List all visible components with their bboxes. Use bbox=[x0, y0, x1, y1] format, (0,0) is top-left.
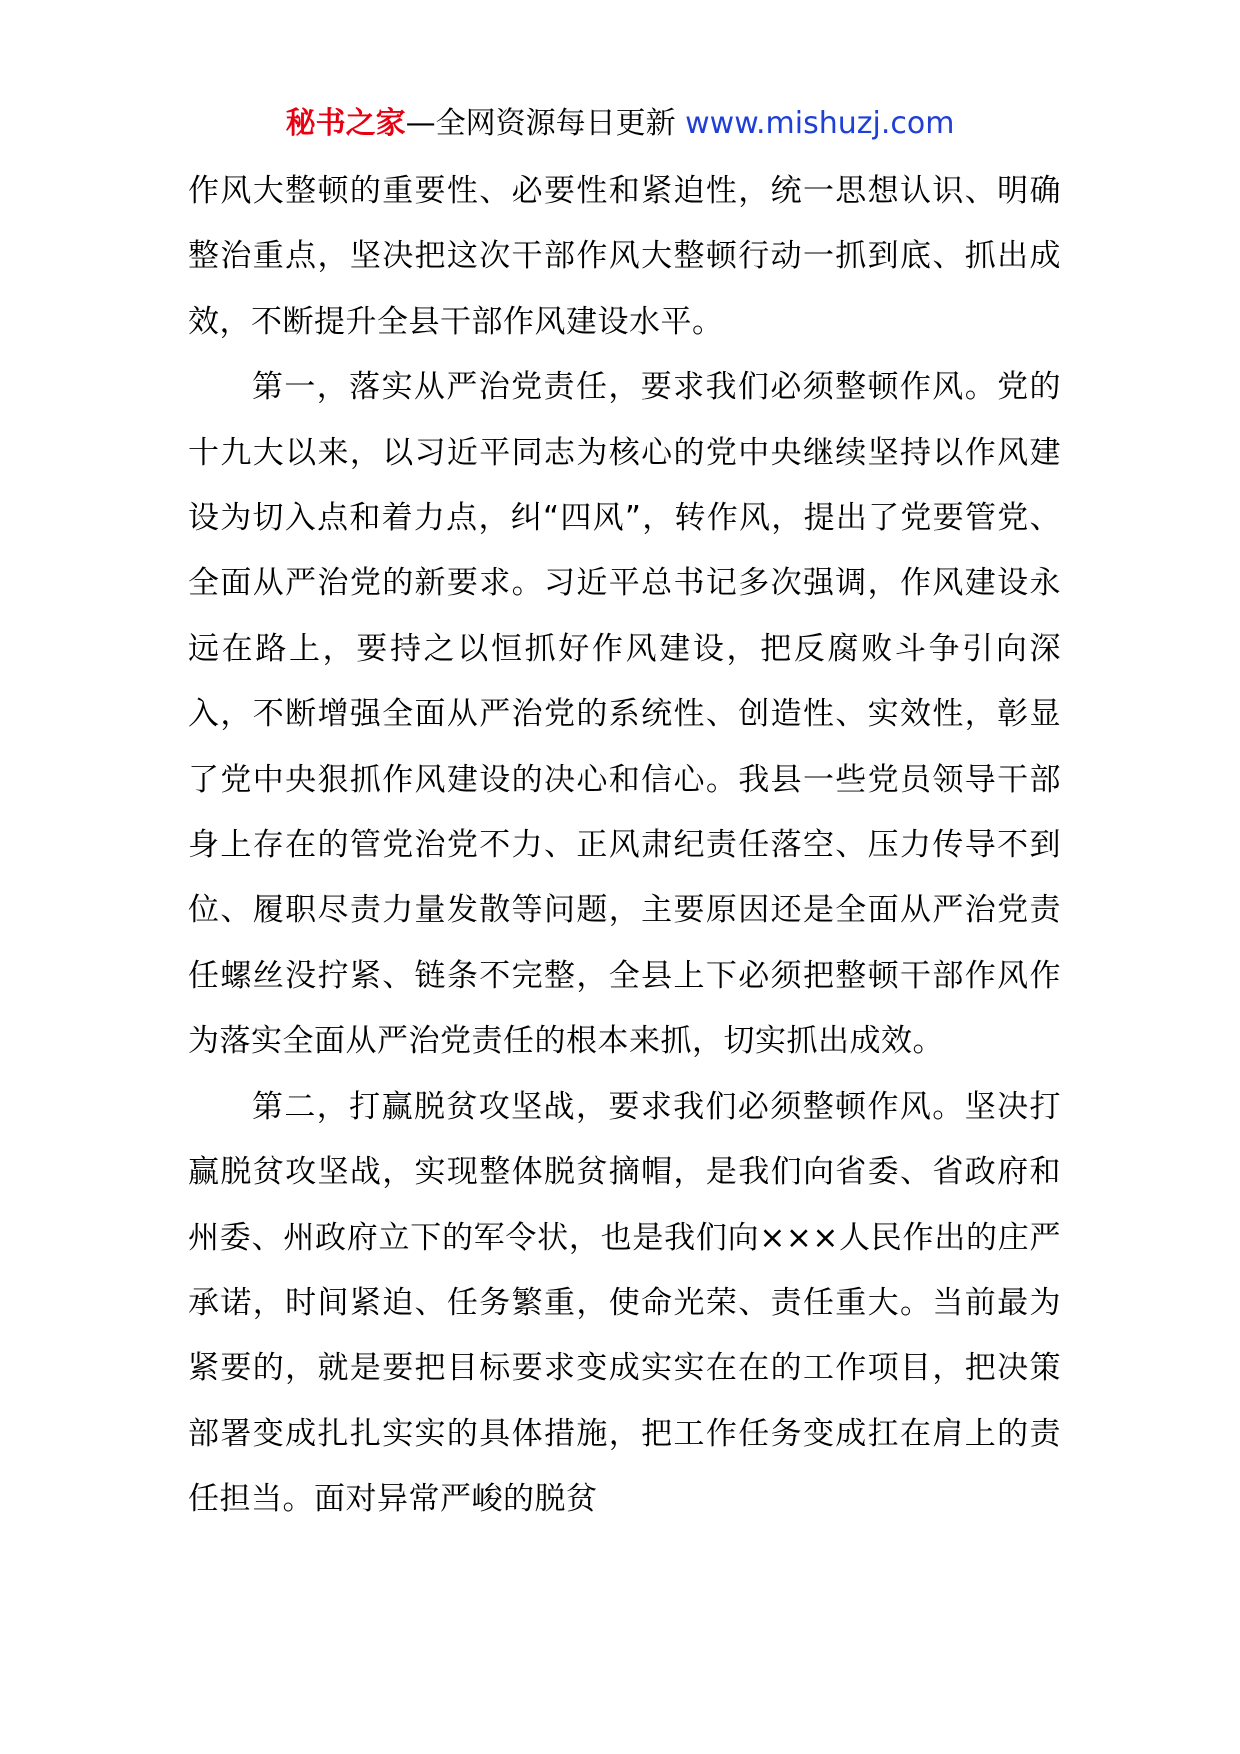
website-link[interactable]: www.mishuzj.com bbox=[685, 106, 955, 141]
document-body bbox=[188, 159, 1061, 1533]
paragraph-first-point: 第一，落实从严治党责任，要求我们必须整顿作风。党的十九大以来，以习近平同志为核心的党中央继续坚持以作风建设为切入点和着力点，纠“四风”，转作风，提出了党要管党、全面从严治党的新要求。习近平总书记多次强调，作风建设永远在路上，要持之以恒抓好作风建设，把反腐败斗争引向深入，不断增强全面从严治党的系统性、创造性、实效性，彰显了党中央狠抓作风建设的决心和信心。我县一些党员领导干部身上存在的管党治党不力、正风肃纪责任落空、压力传导不到位、履职尽责力量发散等问题，主要原因还是全面从严治党责任螺丝没拧紧、链条不完整，全县上下必须把整顿干部作风作为落实全面从严治党责任的根本来抓，切实抓出成效。 bbox=[188, 369, 1061, 1060]
paragraph-continued: 作风大整顿的重要性、必要性和紧迫性，统一思想认识、明确整治重点，坚决把这次干部作风大整顿行动一抓到底、抓出成效，不断提升全县干部作风建设水平。 bbox=[188, 173, 1061, 340]
page-header bbox=[0, 104, 1240, 144]
brand-name: 秘书之家 bbox=[285, 106, 406, 141]
paragraph-second-point: 第二，打赢脱贫攻坚战，要求我们必须整顿作风。坚决打赢脱贫攻坚战，实现整体脱贫摘帽，是我们向省委、省政府和州委、州政府立下的军令状，也是我们向×××人民作出的庄严承诺，时间紧迫、任务繁重，使命光荣、责任重大。当前最为紧要的，就是要把目标要求变成实实在在的工作项目，把决策部署变成扎扎实实的具体措施，把工作任务变成扛在肩上的责任担当。面对异常严峻的脱贫 bbox=[188, 1088, 1061, 1518]
header-tagline: —全网资源每日更新 bbox=[405, 106, 676, 141]
